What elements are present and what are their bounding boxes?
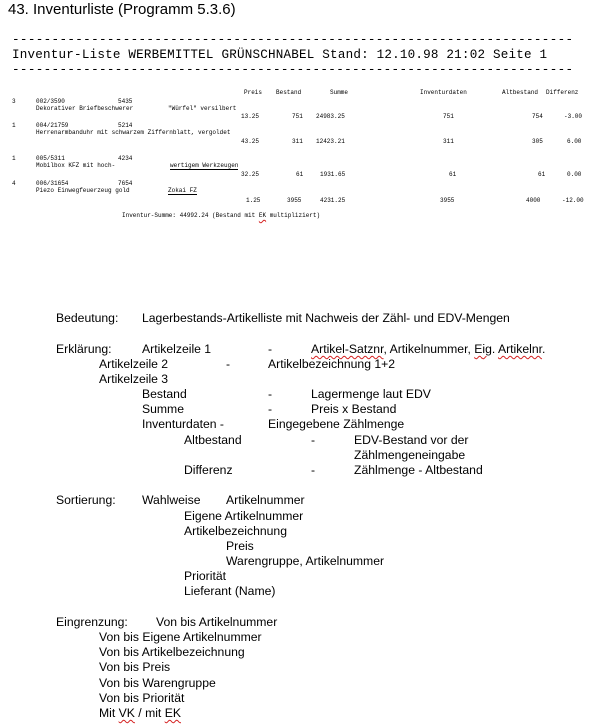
az2-value: Artikelbezeichnung 1+2: [268, 357, 396, 371]
az1-label: Artikelzeile 1: [142, 342, 212, 356]
az1-dot-text: .: [491, 342, 498, 356]
mit-vk-text: VK: [118, 706, 135, 720]
record-desc-b-text: Zokai FZ: [168, 187, 197, 194]
record-preis: 1.25: [246, 197, 261, 204]
record-bestand: 751: [292, 113, 303, 120]
col-summe: Summe: [330, 89, 349, 96]
record-satznr: 004/21759: [36, 122, 69, 129]
eingrenzung-item: Von bis Priorität: [99, 691, 185, 705]
az1-end-text: .: [542, 342, 546, 356]
col-altbestand: Altbestand: [502, 89, 539, 96]
header-rule-bottom: -----------------------------------------------------------------------: [12, 63, 574, 77]
record-satznr: 005/5311: [36, 155, 65, 162]
sort-item: Artikelbezeichnung: [184, 524, 287, 538]
sort-item: Artikelnummer: [226, 493, 305, 507]
page-title: 43. Inventurliste (Programm 5.3.6): [8, 1, 236, 18]
az1-satznr-text: Artikel-Satznr: [311, 342, 384, 356]
inventory-sum-line: [122, 212, 320, 219]
az2-label: Artikelzeile 2: [99, 357, 169, 371]
record-desc-b-text: wertigem Werkzeugen: [170, 162, 239, 169]
record-bestand: 61: [296, 171, 304, 178]
record-summe: 24983.25: [316, 113, 345, 120]
record-satznr: 006/31654: [36, 180, 69, 187]
record-differenz: 0.00: [567, 171, 582, 178]
differenz-value: Zählmenge - Altbestand: [354, 463, 483, 477]
eingrenzung-item: Von bis Warengruppe: [99, 676, 216, 690]
differenz-dash: -: [311, 463, 316, 477]
altbestand-dash: -: [311, 433, 316, 447]
eingrenzung-item: Von bis Artikelnummer: [156, 615, 278, 629]
eingrenzung-item: Von bis Artikelbezeichnung: [99, 645, 245, 659]
eingrenzung-mit-line: [99, 706, 181, 720]
record-artnr: 5214: [118, 122, 133, 129]
altbestand-value-1: EDV-Bestand vor der: [354, 433, 469, 447]
bestand-dash: -: [268, 387, 273, 401]
record-desc-a: Piezo Einwegfeuerzeug gold: [36, 187, 130, 194]
differenz-label: Differenz: [184, 463, 233, 477]
record-lfd: 1: [12, 155, 16, 162]
summe-label: Summe: [142, 402, 184, 416]
record-altbestand: 305: [532, 138, 543, 145]
record-satznr: 002/3590: [36, 98, 65, 105]
col-differenz: Differenz: [546, 89, 579, 96]
col-bestand: Bestand: [276, 89, 302, 96]
record-inventur: 311: [443, 138, 454, 145]
eingrenzung-label: Eingrenzung:: [56, 615, 128, 629]
record-inventur: 751: [443, 113, 454, 120]
az1-artikelnr-text: Artikelnr: [497, 342, 543, 356]
eingrenzung-item: Von bis Eigene Artikelnummer: [99, 630, 262, 644]
summe-dash: -: [268, 402, 273, 416]
record-altbestand: 61: [538, 171, 546, 178]
record-differenz: 6.00: [567, 138, 582, 145]
inventory-sum-value: 44992.24: [179, 212, 209, 219]
summe-value: Preis x Bestand: [311, 402, 397, 416]
record-summe: 4231.25: [320, 197, 346, 204]
record-artnr: 4234: [118, 155, 133, 162]
record-inventur: 61: [449, 171, 457, 178]
record-altbestand: 754: [532, 113, 543, 120]
col-preis: Preis: [244, 89, 263, 96]
sort-item: Lieferant (Name): [184, 584, 276, 598]
listing-header: Inventur-Liste WERBEMITTEL GRÜNSCHNABEL Stand: 12.10.98 21:02 Seite 1: [12, 48, 548, 62]
inventory-sum-note-end: multipliziert): [269, 212, 321, 219]
record-preis: 43.25: [241, 138, 260, 145]
inventory-sum-note: (Bestand mit: [212, 212, 256, 219]
record-desc-b: [168, 187, 197, 194]
record-differenz: -3.00: [564, 113, 583, 120]
record-artnr: 7654: [118, 180, 133, 187]
sort-item: Warengruppe, Artikelnummer: [226, 554, 385, 568]
record-inventur: 3955: [440, 197, 455, 204]
record-lfd: 1: [12, 122, 16, 129]
record-artnr: 5435: [118, 98, 133, 105]
record-preis: 32.25: [241, 171, 260, 178]
altbestand-value-2: Zählmengeneingabe: [354, 448, 466, 462]
record-desc-b: [170, 162, 238, 169]
record-lfd: 4: [12, 180, 16, 187]
az1-dash: -: [268, 342, 273, 356]
erklaerung-label: Erklärung:: [56, 342, 112, 356]
col-inventurdaten: Inventurdaten: [420, 89, 467, 96]
sort-item: Preis: [226, 539, 254, 553]
eingrenzung-item: Von bis Preis: [99, 660, 171, 674]
mit-text: Mit: [99, 706, 119, 720]
inventory-sum-note-ek: EK: [258, 212, 267, 219]
record-bestand: 311: [292, 138, 303, 145]
inventurdaten-value: Eingegebene Zählmenge: [268, 417, 405, 431]
mit-ek-text: EK: [164, 706, 181, 720]
sort-item: Priorität: [184, 569, 226, 583]
sort-wahlweise: Wahlweise: [142, 493, 201, 507]
bestand-value: Lagermenge laut EDV: [311, 387, 431, 401]
record-desc-b: "Würfel" versilbert: [168, 105, 237, 112]
header-rule-top: -----------------------------------------------------------------------: [12, 33, 574, 47]
record-lfd: 3: [12, 98, 16, 105]
record-desc-a: Herrenarmbanduhr mit schwarzem Ziffernblatt, vergoldet: [36, 129, 231, 136]
record-summe: 12423.21: [316, 138, 345, 145]
az1-artnr-text: , Artikelnummer,: [383, 342, 475, 356]
record-differenz: -12.00: [562, 197, 584, 204]
sort-item: Eigene Artikelnummer: [184, 509, 304, 523]
bedeutung-label: Bedeutung:: [56, 311, 119, 325]
bestand-label: Bestand: [142, 387, 187, 401]
record-preis: 13.25: [241, 113, 260, 120]
az1-eig-text: Eig: [474, 342, 492, 356]
mit-sep-text: / mit: [134, 706, 165, 720]
record-altbestand: 4000: [526, 197, 541, 204]
altbestand-label: Altbestand: [184, 433, 242, 447]
record-desc-a: Dekorativer Briefbeschwerer: [36, 105, 134, 112]
sortierung-label: Sortierung:: [56, 493, 116, 507]
inventory-sum-label: Inventur-Summe:: [122, 212, 177, 219]
az3-label: Artikelzeile 3: [99, 372, 169, 386]
record-desc-a: Mobilbox KFZ mit hoch-: [36, 162, 116, 169]
inventurdaten-label: Inventurdaten -: [142, 417, 224, 431]
record-summe: 1931.65: [320, 171, 346, 178]
record-bestand: 3955: [287, 197, 302, 204]
az2-dash: -: [226, 357, 231, 371]
az1-value: [311, 342, 545, 356]
bedeutung-text: Lagerbestands-Artikelliste mit Nachweis der Zähl- und EDV-Mengen: [142, 311, 510, 325]
